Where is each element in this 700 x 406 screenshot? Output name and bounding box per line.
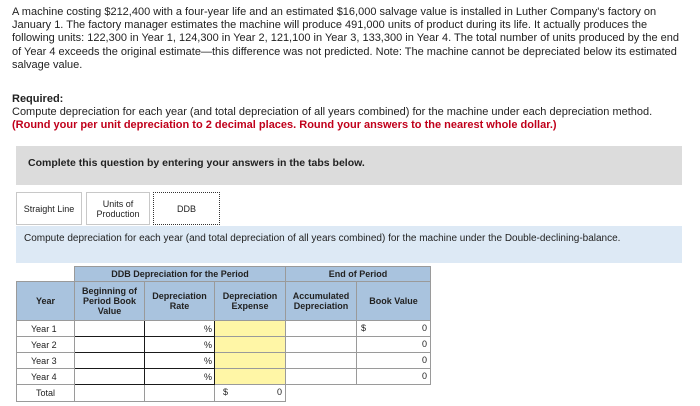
beginning-value-input[interactable]	[75, 369, 145, 385]
table-row	[17, 353, 431, 369]
expense-input[interactable]	[215, 353, 286, 369]
book-value: 0	[421, 371, 427, 381]
beginning-value-input[interactable]	[75, 337, 145, 353]
accumulated-input[interactable]	[286, 353, 357, 369]
total-spacer	[357, 385, 431, 402]
required-heading: Required:	[12, 93, 64, 105]
accumulated-input[interactable]	[286, 369, 357, 385]
beginning-value-input[interactable]	[75, 321, 145, 337]
percent-sign: %	[203, 339, 212, 350]
required-instructions: Compute depreciation for each year (and total depreciation of all years combined) for the machine under each depreciation method.	[12, 106, 653, 118]
percent-sign: %	[203, 371, 212, 382]
book-value-cell	[357, 353, 431, 369]
tab-ddb[interactable]: DDB	[153, 192, 220, 225]
total-expense: 0	[276, 387, 282, 397]
total-expense-cell	[215, 385, 286, 402]
row-year-label: Year 4	[17, 369, 75, 385]
col-accumulated-depreciation: Accumulated Depreciation	[286, 282, 357, 321]
row-year-label: Year 1	[17, 321, 75, 337]
col-depreciation-expense: Depreciation Expense	[215, 282, 286, 321]
book-value: 0	[421, 339, 427, 349]
table-row	[17, 369, 431, 385]
dollar-sign: $	[223, 387, 229, 397]
header-spacer	[17, 267, 75, 282]
ddb-depreciation-table	[16, 266, 431, 402]
tab-straight-line[interactable]: Straight Line	[16, 192, 82, 225]
expense-input[interactable]	[215, 321, 286, 337]
expense-input[interactable]	[215, 337, 286, 353]
required-text	[12, 106, 692, 132]
end-group-header: End of Period	[286, 267, 431, 282]
total-spacer	[286, 385, 357, 402]
beginning-value-input[interactable]	[75, 353, 145, 369]
total-row	[17, 385, 431, 402]
book-value-cell	[357, 369, 431, 385]
col-year: Year	[17, 282, 75, 321]
rate-input[interactable]	[145, 321, 215, 337]
rate-input[interactable]	[145, 337, 215, 353]
col-beginning-book-value: Beginning of Period Book Value	[75, 282, 145, 321]
percent-sign: %	[203, 323, 212, 334]
book-value-cell	[357, 321, 431, 337]
accumulated-input[interactable]	[286, 321, 357, 337]
accumulated-input[interactable]	[286, 337, 357, 353]
rounding-note: (Round your per unit depreciation to 2 decimal places. Round your answers to the nearest whole dollar.)	[12, 119, 557, 131]
col-book-value: Book Value	[357, 282, 431, 321]
col-depreciation-rate: Depreciation Rate	[145, 282, 215, 321]
book-value-cell	[357, 337, 431, 353]
rate-input[interactable]	[145, 353, 215, 369]
total-rate-cell	[145, 385, 215, 402]
tab-instruction: Compute depreciation for each year (and total depreciation of all years combined) for the machine under the Double-declining-balance.	[16, 226, 682, 263]
book-value: 0	[421, 323, 427, 333]
dollar-sign: $	[361, 323, 367, 333]
rate-input[interactable]	[145, 369, 215, 385]
tab-units-of-production[interactable]: Units of Production	[86, 192, 150, 225]
total-beginning-cell	[75, 385, 145, 402]
row-year-label: Year 3	[17, 353, 75, 369]
problem-statement: A machine costing $212,400 with a four-year life and an estimated $16,000 salvage value is installed in Luther Company's factory on January 1. The factory manager estimates the machine will produce 491,000 units of product during its life. It actually produces the following units: 122,300 in Year 1, 124,300 in Year 2, 121,100 in Year 3, 133,300 in Year 4. The total number of units produced by the end of Year 4 exceeds the original estimate—this difference was not predicted. Note: The machine cannot be depreciated below its estimated salvage value.	[12, 6, 680, 71]
complete-question-banner: Complete this question by entering your answers in the tabs below.	[16, 146, 682, 185]
period-group-header: DDB Depreciation for the Period	[75, 267, 286, 282]
expense-input[interactable]	[215, 369, 286, 385]
total-label: Total	[17, 385, 75, 402]
table-row	[17, 337, 431, 353]
table-row	[17, 321, 431, 337]
row-year-label: Year 2	[17, 337, 75, 353]
book-value: 0	[421, 355, 427, 365]
percent-sign: %	[203, 355, 212, 366]
